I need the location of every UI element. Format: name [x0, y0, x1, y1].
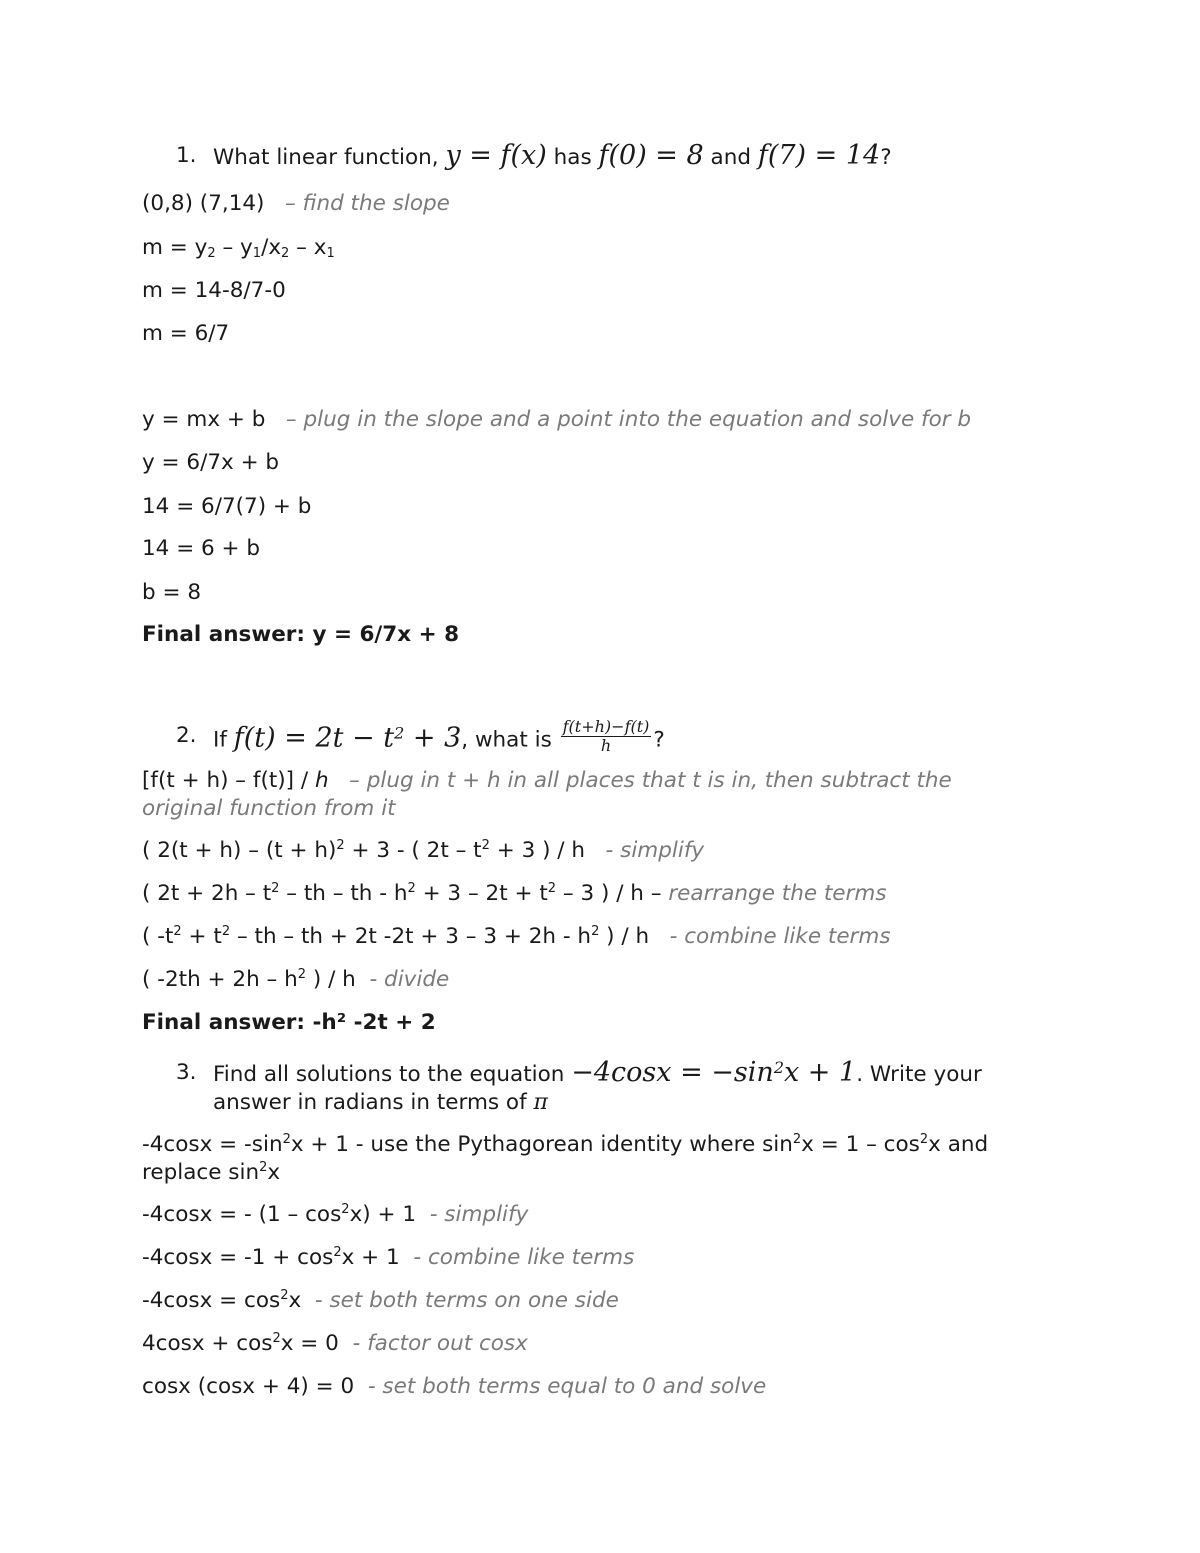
work-line: ( $-t^2 + t^2$ – th – th + 2t $-2t + 3 - 3 + 2h - h^2$ ) / h - combine like terms	[142, 924, 891, 949]
annotation: - simplify	[605, 838, 705, 863]
question-3	[176, 1059, 197, 1087]
annotation: - divide	[369, 967, 450, 992]
annotation: - simplify	[429, 1202, 529, 1227]
annotation: - combine like terms	[413, 1245, 635, 1270]
annotation: - set both terms equal to 0 and solve	[367, 1374, 767, 1399]
work-line: [f(t + h) – f(t)] / h – plug in t + h in all places that t is in, then subtract the original function from it	[142, 768, 952, 821]
final-answer: Final answer: y = 6/7x + 8	[142, 622, 460, 647]
question-text: What linear function, y = f(x) has f(0) = 8 and f(7) = 14?	[213, 140, 892, 171]
final-answer: Final answer: -h² -2t + 2	[142, 1010, 436, 1035]
work-line: $m = y_2 - y_1/x_2 - x_1$	[142, 235, 335, 261]
work-line: ( $2(t + h) - (t + h)^2 + 3$ - ( $2t - t^2 + 3$ ) / h - simplify	[142, 838, 705, 863]
question-number: 3.	[176, 1060, 197, 1085]
annotation: – plug in the slope and a point into the equation and solve for b	[285, 407, 972, 432]
work-line: ( $-2th + 2h - h^2$ ) / h - divide	[142, 967, 450, 992]
question-1	[176, 140, 892, 171]
question-number: 2.	[176, 723, 197, 748]
work-line: b = 8	[142, 580, 202, 605]
work-line: $-4\cos x = -1 + \cos^2x + 1$ - combine like terms	[142, 1245, 635, 1270]
annotation: – find the slope	[284, 191, 450, 216]
question-number: 1.	[176, 143, 197, 168]
question-text: Find all solutions to the equation $-4\cos x = -\sin^2x + 1$. Write your answer in radians in terms of π	[213, 1057, 982, 1115]
question-text: If $f(t) = 2t - t^2 + 3$, what is $\frac{f(t+h)-f(t)}{h}$ ?	[213, 717, 665, 755]
work-line: m = 6/7	[142, 321, 230, 346]
work-line: cosx (cosx + 4) = 0 - set both terms equal to 0 and solve	[142, 1374, 767, 1399]
work-line: $4\cos x + \cos^2x = 0$ - factor out cosx	[142, 1331, 528, 1356]
work-line: m = 14-8/7-0	[142, 278, 286, 303]
work-line: $-4\cos x = -\sin^2x + 1$ - use the Pythagorean identity where $\sin^2x = 1 - \cos^2x$ and replace $\sin^2x$	[142, 1132, 989, 1185]
work-line: y = mx + b – plug in the slope and a point into the equation and solve for b	[142, 407, 972, 432]
annotation: - factor out cosx	[352, 1331, 528, 1356]
difference-quotient: $\frac{f(t+h)-f(t)}{h}$	[562, 717, 650, 755]
question-2	[176, 717, 665, 755]
work-line: -4cosx = - $(1 - \cos^2x) + 1$ - simplify	[142, 1202, 529, 1227]
work-line: y = 6/7x + b	[142, 450, 280, 475]
work-line: 14 = 6/7(7) + b	[142, 494, 312, 519]
work-line: 14 = 6 + b	[142, 536, 261, 561]
annotation: rearrange the terms	[668, 881, 887, 906]
annotation: - set both terms on one side	[314, 1288, 619, 1313]
work-line: $-4\cos x = \cos^2x$ - set both terms on one side	[142, 1288, 619, 1313]
annotation: – plug in t + h in all places that t is in, then subtract the original function from it	[142, 768, 952, 821]
work-line: (0,8) (7,14) – find the slope	[142, 191, 450, 216]
work-line: ( $2t + 2h - t^2$ – th – th - $h^2 + 3 - 2t + t^2 - 3$ ) / h – rearrange the terms	[142, 881, 887, 906]
annotation: - combine like terms	[669, 924, 891, 949]
